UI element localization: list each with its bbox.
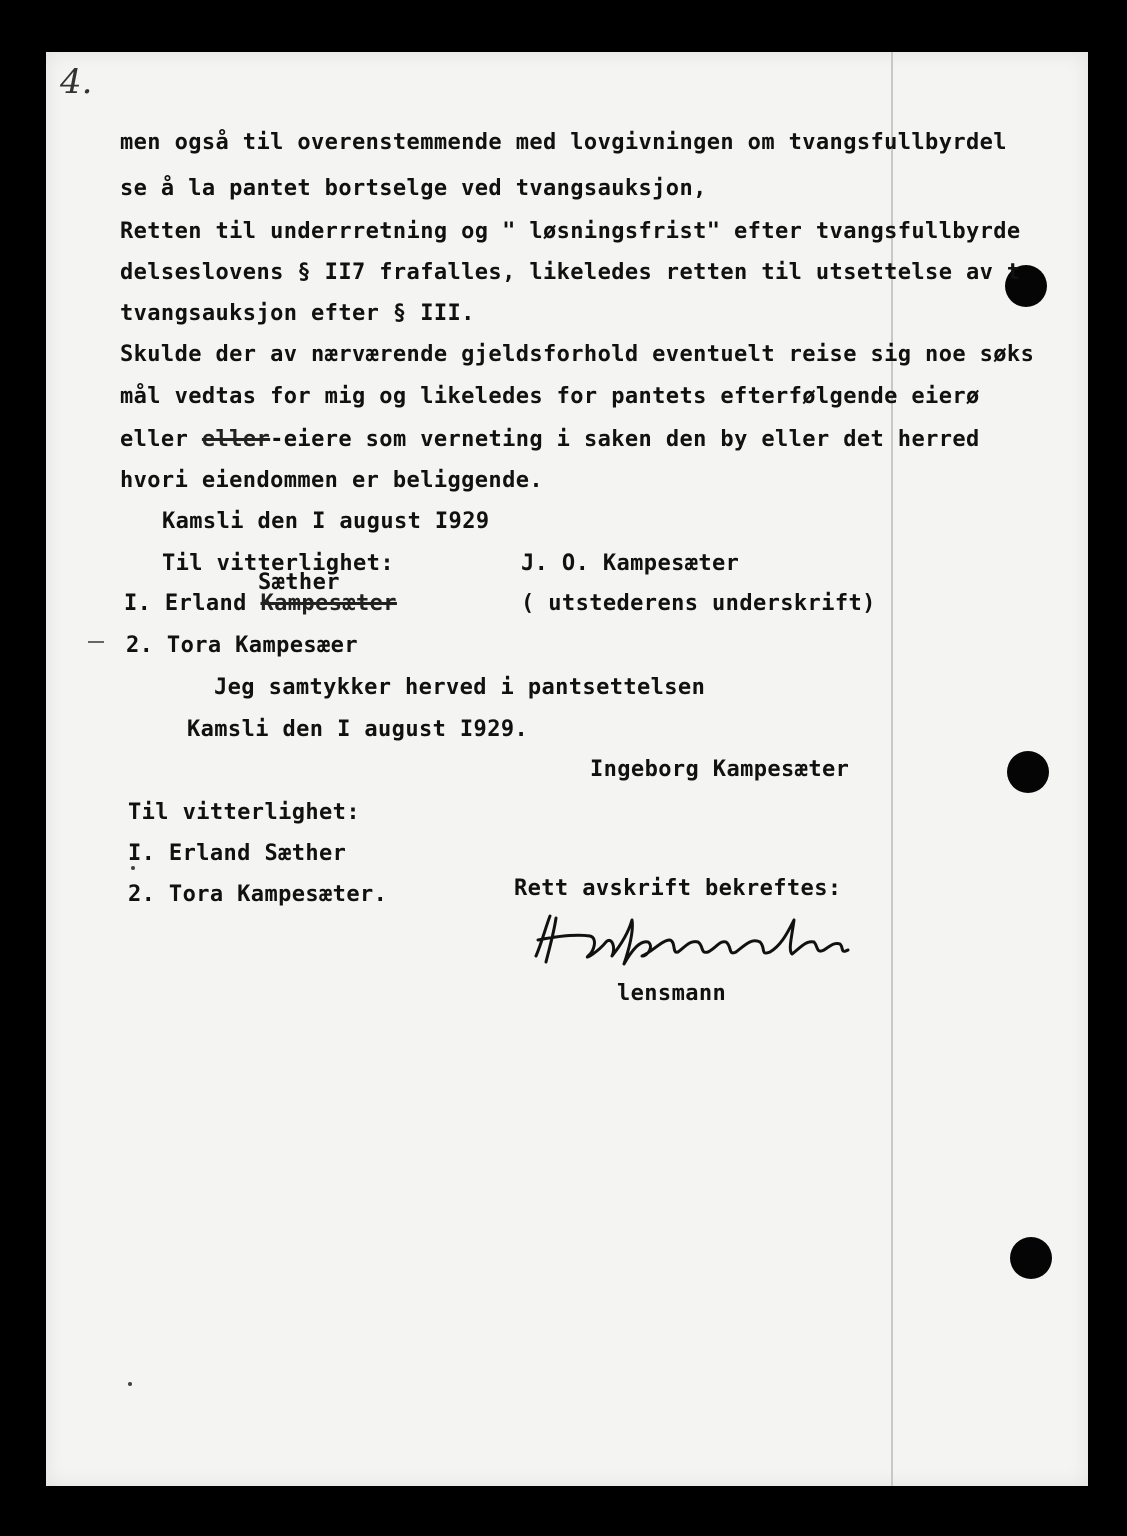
paragraph-line: tvangsauksjon efter § III. xyxy=(120,301,475,326)
witness-correction: Sæther xyxy=(258,570,340,595)
paragraph-line: Skulde der av nærværende gjeldsforhold eventuelt reise sig noe søks xyxy=(120,342,1035,367)
place-date: Kamsli den I august I929 xyxy=(162,509,490,534)
paragraph-line: Retten til underrretning og " løsningsfrist" efter tvangsfullbyrde xyxy=(120,219,1021,244)
page-number: 4. xyxy=(60,62,93,102)
handwritten-signature xyxy=(528,912,858,970)
paragraph-line-rest: eiere som verneting i saken den by eller det herred xyxy=(283,427,980,452)
witness-line: 2. Tora Kampesæter. xyxy=(128,882,388,907)
margin-mark xyxy=(88,641,104,643)
ink-speck xyxy=(128,1382,132,1386)
witness-line: I. Erland Sæther xyxy=(128,841,347,866)
issuer-caption: ( utstederens underskrift) xyxy=(521,591,876,616)
consent-signer: Ingeborg Kampesæter xyxy=(590,757,850,782)
paragraph-line: mål vedtas for mig og likeledes for pantets efterfølgende eierø xyxy=(120,384,980,409)
punch-hole xyxy=(1007,751,1049,793)
struck-surname: Kampesæter xyxy=(260,591,397,616)
certification-text: Rett avskrift bekreftes: xyxy=(514,876,842,901)
officer-title: lensmann xyxy=(617,981,727,1006)
ink-speck xyxy=(131,866,135,870)
issuer-name: J. O. Kampesæter xyxy=(521,551,740,576)
witness-heading: Til vitterlighet: xyxy=(162,551,394,576)
witness-line xyxy=(124,591,397,616)
witness-line: 2. Tora Kampesæer xyxy=(126,633,358,658)
paragraph-word: eller xyxy=(120,427,189,452)
paragraph-line: men også til overenstemmende med lovgivningen om tvangsfullbyrdel xyxy=(120,130,1007,155)
paragraph-line: delseslovens § II7 frafalles, likeledes retten til utsettelse av t xyxy=(120,260,1021,285)
witness-heading: Til vitterlighet: xyxy=(128,800,360,825)
paragraph-line: eller eller-eiere som verneting i saken den by eller det herred xyxy=(120,427,980,452)
paragraph-line: se å la pantet bortselge ved tvangsauksjon, xyxy=(120,176,707,201)
punch-hole xyxy=(1010,1237,1052,1279)
witness-name: I. Erland xyxy=(124,591,247,616)
struck-word: eller xyxy=(201,427,271,452)
consent-text: Jeg samtykker herved i pantsettelsen xyxy=(214,675,706,700)
paragraph-line: hvori eiendommen er beliggende. xyxy=(120,468,543,493)
place-date: Kamsli den I august I929. xyxy=(187,717,529,742)
